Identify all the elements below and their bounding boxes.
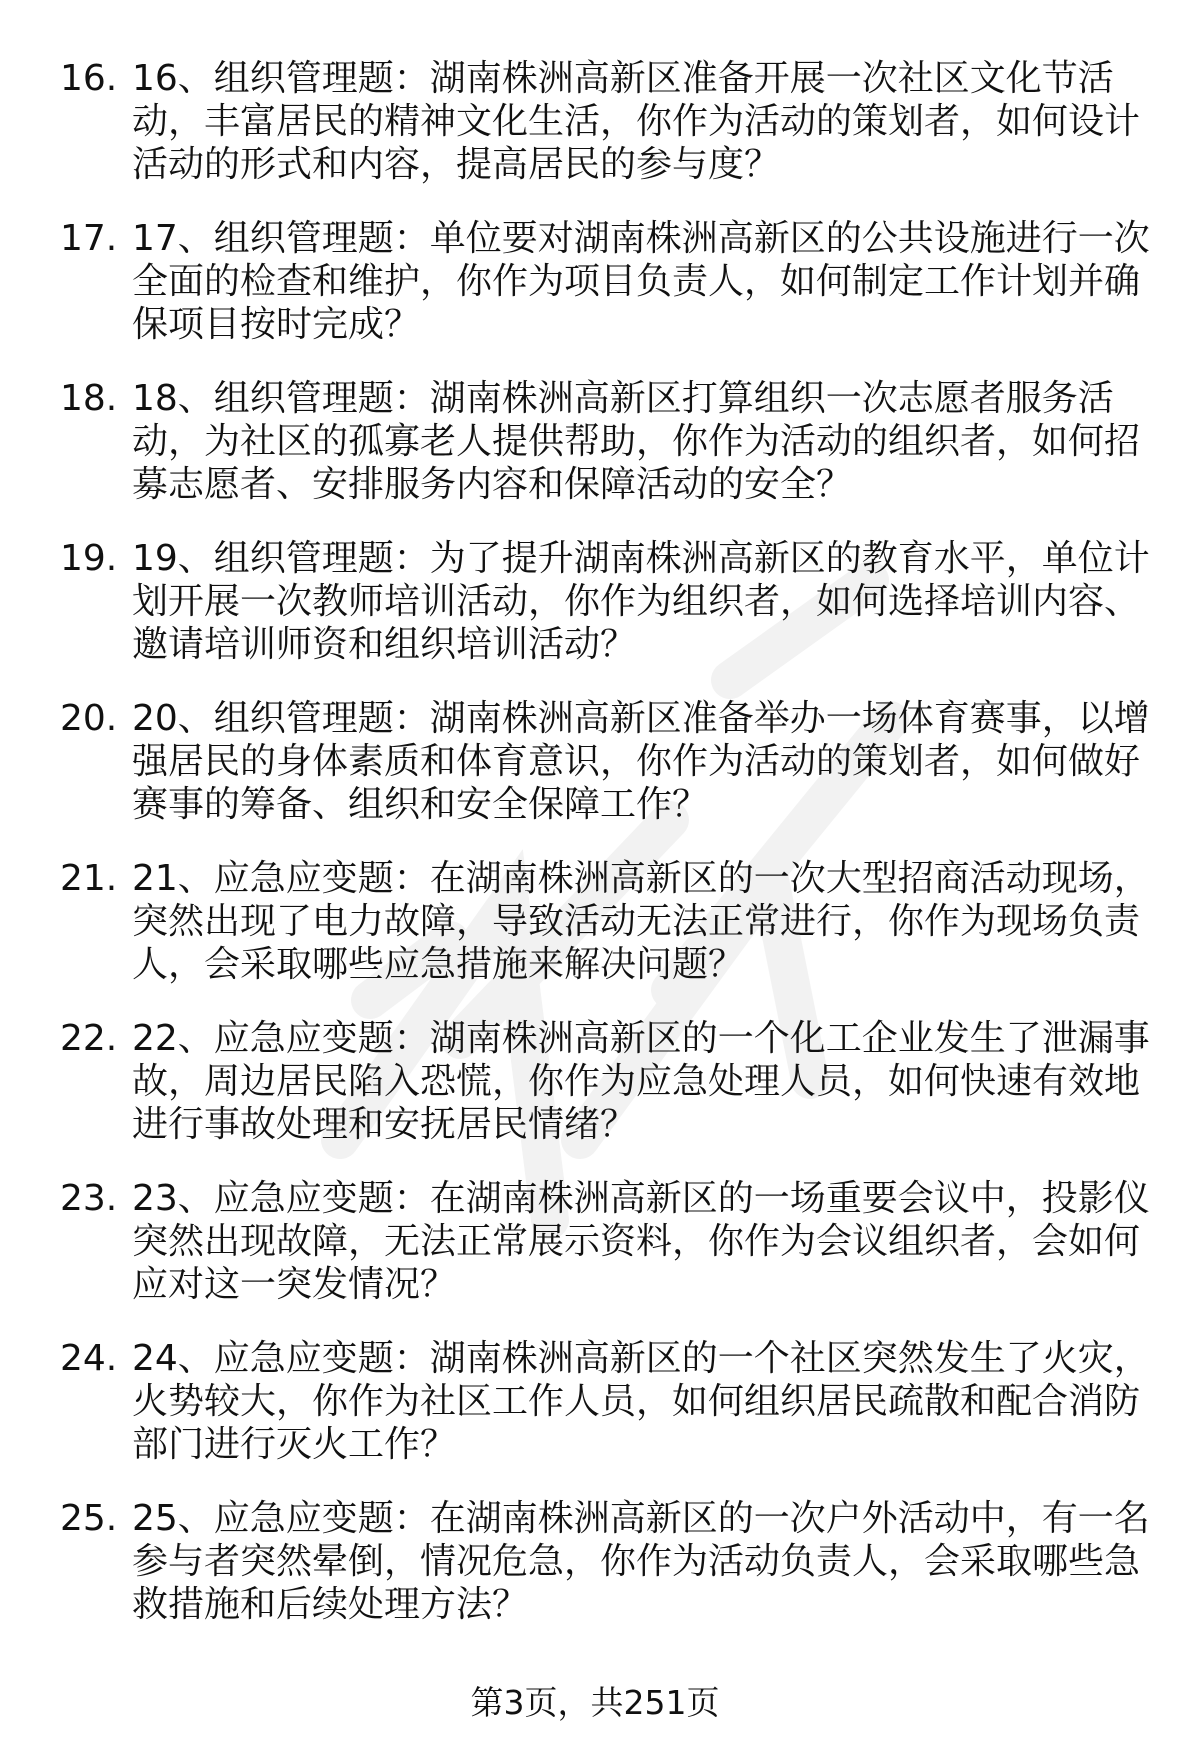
question-text: 18、组织管理题：湖南株洲高新区打算组织一次志愿者服务活动，为社区的孤寡老人提供帮助，你作为活动的组织者，如何招募志愿者、安排服务内容和保障活动的安全？ (132, 378, 1141, 505)
question-number: 16. (60, 58, 118, 99)
question-item-17 (60, 217, 1160, 346)
question-text: 20、组织管理题：湖南株洲高新区准备举办一场体育赛事，以增强居民的身体素质和体育意识，你作为活动的策划者，如何做好赛事的筹备、组织和安全保障工作？ (132, 698, 1150, 825)
question-item-23 (60, 1177, 1160, 1306)
question-text: 24、应急应变题：湖南株洲高新区的一个社区突然发生了火灾，火势较大，你作为社区工作人员，如何组织居民疏散和配合消防部门进行灭火工作？ (132, 1338, 1150, 1465)
page-number-text: 第3页，共251页 (470, 1683, 720, 1722)
question-text: 25、应急应变题：在湖南株洲高新区的一次户外活动中，有一名参与者突然晕倒，情况危急，你作为活动负责人，会采取哪些急救措施和后续处理方法？ (132, 1498, 1150, 1625)
question-text: 17、组织管理题：单位要对湖南株洲高新区的公共设施进行一次全面的检查和维护，你作为项目负责人，如何制定工作计划并确保项目按时完成？ (132, 218, 1150, 345)
question-text: 19、组织管理题：为了提升湖南株洲高新区的教育水平，单位计划开展一次教师培训活动，你作为组织者，如何选择培训内容、邀请培训师资和组织培训活动？ (132, 538, 1150, 665)
question-number: 20. (60, 698, 118, 739)
question-text: 23、应急应变题：在湖南株洲高新区的一场重要会议中，投影仪突然出现故障，无法正常展示资料，你作为会议组织者，会如何应对这一突发情况？ (132, 1178, 1150, 1305)
question-number: 23. (60, 1178, 118, 1219)
question-number: 19. (60, 538, 118, 579)
question-item-21 (60, 857, 1160, 986)
question-item-22 (60, 1017, 1160, 1146)
question-item-24 (60, 1337, 1160, 1466)
question-item-16 (60, 57, 1160, 186)
question-text: 16、组织管理题：湖南株洲高新区准备开展一次社区文化节活动，丰富居民的精神文化生活，你作为活动的策划者，如何设计活动的形式和内容，提高居民的参与度？ (132, 58, 1141, 185)
question-number: 18. (60, 378, 118, 419)
question-number: 17. (60, 218, 118, 259)
question-item-20 (60, 697, 1160, 826)
question-text: 21、应急应变题：在湖南株洲高新区的一次大型招商活动现场，突然出现了电力故障，导致活动无法正常进行，你作为现场负责人，会采取哪些应急措施来解决问题？ (132, 858, 1150, 985)
question-item-18 (60, 377, 1160, 506)
question-text: 22、应急应变题：湖南株洲高新区的一个化工企业发生了泄漏事故，周边居民陷入恐慌，你作为应急处理人员，如何快速有效地进行事故处理和安抚居民情绪？ (132, 1018, 1150, 1145)
question-item-25 (60, 1497, 1160, 1626)
question-item-19 (60, 537, 1160, 666)
question-number: 21. (60, 858, 118, 899)
question-list (60, 57, 1160, 1657)
page-footer (0, 1683, 1190, 1723)
question-number: 24. (60, 1338, 118, 1379)
question-number: 25. (60, 1498, 118, 1539)
question-number: 22. (60, 1018, 118, 1059)
